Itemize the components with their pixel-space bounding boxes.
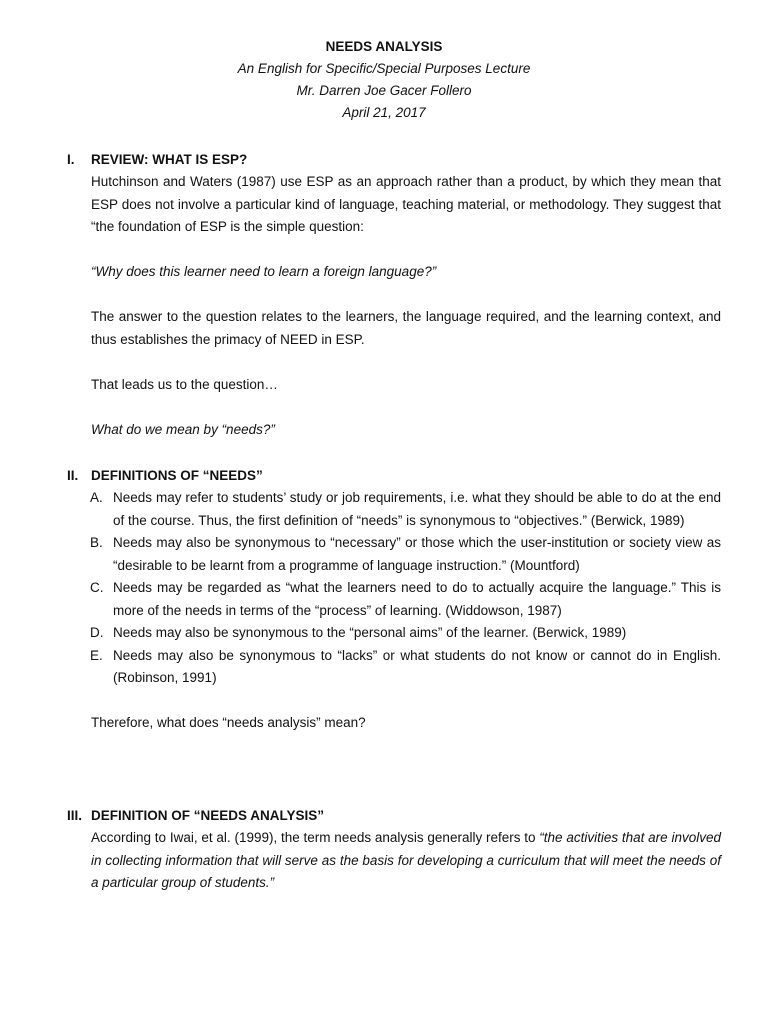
list-item <box>90 532 721 577</box>
document-title: NEEDS ANALYSIS <box>325 39 443 54</box>
list-item-letter: C. <box>90 580 104 595</box>
list-item-text: Needs may be regarded as “what the learners need to do to actually acquire the language.” This is more of the needs in terms of the “process” of learning. (Widdowson, 1987) <box>113 580 721 618</box>
list-item-text: Needs may refer to students’ study or job requirements, i.e. what they should be able to do at the end of the course. Thus, the first definition of “needs” is synonymous to “objectives.” (Berwick, 1989) <box>113 490 721 528</box>
section-title: REVIEW: WHAT IS ESP? <box>91 152 248 167</box>
list-item <box>90 577 721 622</box>
document-subtitle: An English for Specific/Special Purposes Lecture <box>237 61 531 76</box>
section-review <box>0 149 768 441</box>
paragraph-lead: According to Iwai, et al. (1999), the term needs analysis generally refers to <box>91 830 540 845</box>
document-date: April 21, 2017 <box>342 105 426 120</box>
list-item-text: Needs may also be synonymous to “necessary” or those which the user-institution or society view as “desirable to be learnt from a programme of language instruction.” (Mountford) <box>113 535 721 573</box>
section-needs-analysis <box>0 805 768 895</box>
paragraph: Therefore, what does “needs analysis” mean? <box>91 715 366 730</box>
list-item <box>90 645 721 690</box>
paragraph: Hutchinson and Waters (1987) use ESP as an approach rather than a product, by which they mean that ESP does not involve a particular kind of language, teaching material, or methodology. They suggest that “the foundation of ESP is the simple question: <box>91 174 721 234</box>
section-number: III. <box>67 808 83 823</box>
section-title: DEFINITIONS OF “NEEDS” <box>91 468 263 483</box>
section-definitions <box>0 465 768 735</box>
section-title: DEFINITION OF “NEEDS ANALYSIS” <box>91 808 325 823</box>
paragraph: That leads us to the question… <box>91 376 278 392</box>
list-item <box>90 487 721 532</box>
list-item <box>90 622 721 645</box>
document-author: Mr. Darren Joe Gacer Follero <box>296 83 472 98</box>
paragraph: The answer to the question relates to the learners, the language required, and the learning context, and thus establishes the primacy of NEED in ESP. <box>91 309 721 347</box>
section-heading <box>0 805 768 827</box>
list-item-text: Needs may also be synonymous to the “personal aims” of the learner. (Berwick, 1989) <box>113 625 627 640</box>
list-item-letter: B. <box>90 535 103 550</box>
quote-paragraph: “Why does this learner need to learn a foreign language?” <box>91 264 437 279</box>
question-paragraph: What do we mean by “needs?” <box>91 421 275 437</box>
list-item-letter: E. <box>90 647 103 663</box>
section-heading <box>0 465 768 487</box>
document-header <box>0 37 768 125</box>
section-number: II. <box>67 468 79 483</box>
definition-quote: “the activities that are involved in collecting information that will serve as the basis for developing a curriculum that will meet the needs of a particular group of students.” <box>91 830 721 890</box>
list-item-letter: D. <box>90 625 104 640</box>
section-number: I. <box>67 152 75 167</box>
list-item-letter: A. <box>90 490 103 505</box>
section-heading <box>0 149 768 171</box>
paragraph <box>91 827 721 895</box>
list-item-text: Needs may also be synonymous to “lacks” or what students do not know or cannot do in English. (Robinson, 1991) <box>113 647 721 685</box>
